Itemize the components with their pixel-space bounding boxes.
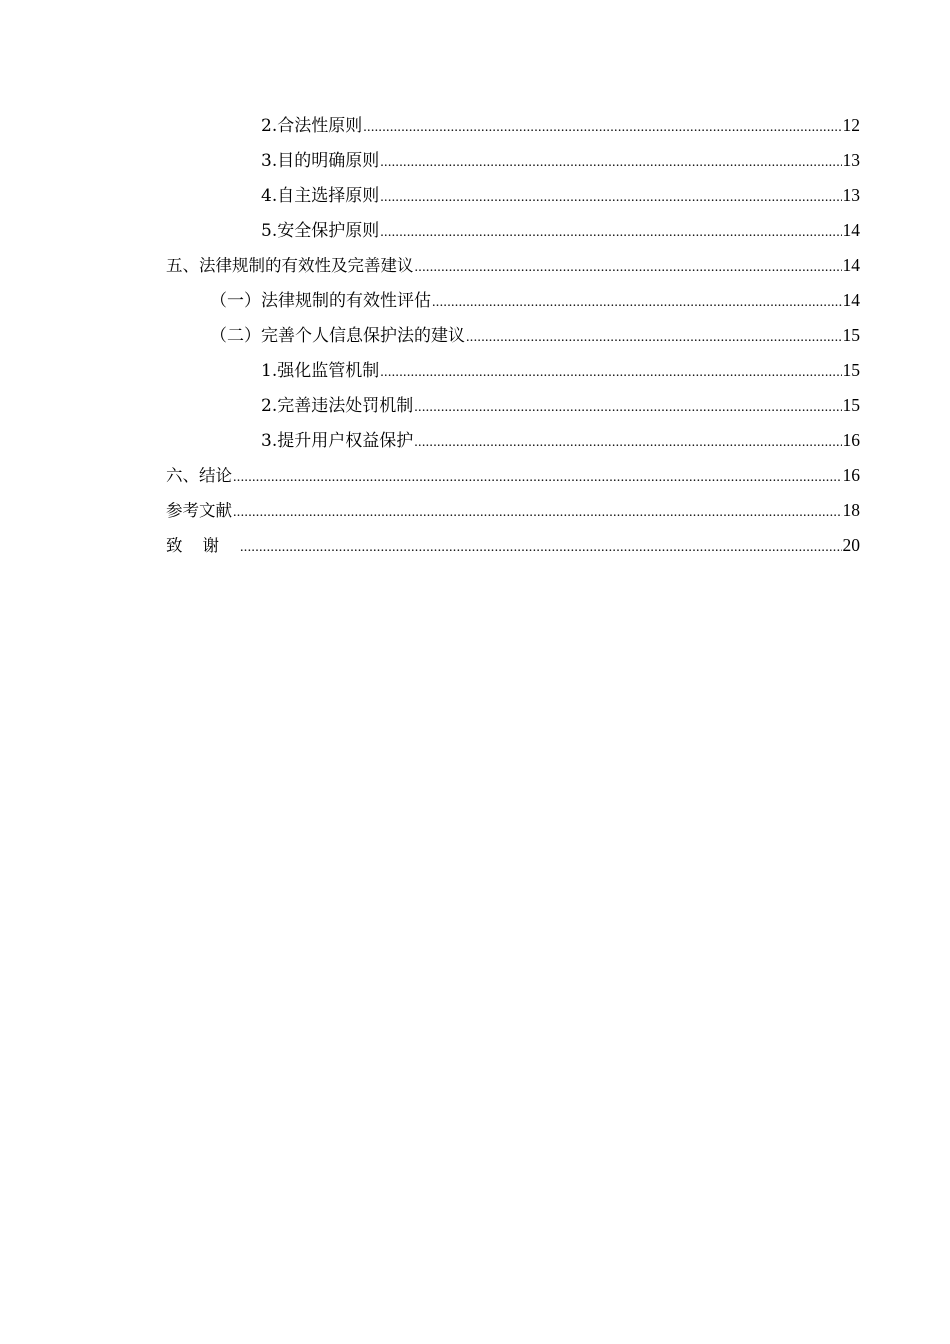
toc-entry-title: 2.合法性原则 [261, 116, 363, 136]
toc-leader-dots [380, 180, 841, 215]
toc-entry-title: （二）完善个人信息保护法的建议 [210, 326, 465, 346]
toc-entry-title: 2.完善违法处罚机制 [261, 396, 414, 416]
toc-leader-dots [414, 425, 841, 460]
toc-entry-section[interactable] [166, 318, 860, 353]
toc-entry-chapter[interactable] [166, 528, 860, 563]
toc-leader-dots [380, 215, 841, 250]
toc-entry-section[interactable] [166, 283, 860, 318]
toc-page-number: 20 [842, 535, 860, 555]
toc-entry-title: 参考文献 [166, 501, 232, 520]
toc-entry[interactable] [166, 178, 860, 213]
toc-entry-title: （一）法律规制的有效性评估 [210, 291, 431, 311]
toc-page-number: 13 [842, 185, 860, 205]
toc-entry-title: 1.强化监管机制 [261, 361, 380, 381]
toc-page-number: 14 [842, 220, 860, 240]
toc-leader-dots [240, 530, 842, 565]
toc-leader-dots [414, 390, 841, 425]
toc-leader-dots [380, 355, 841, 390]
toc-entry-chapter[interactable] [166, 458, 860, 493]
toc-leader-dots [233, 495, 842, 530]
toc-leader-dots [363, 110, 841, 145]
toc-entry-title: 3.目的明确原则 [261, 151, 380, 171]
toc-page-number: 15 [842, 395, 860, 415]
toc-entry-title: 4.自主选择原则 [261, 186, 380, 206]
toc-page-number: 15 [842, 325, 860, 345]
toc-entry-title: 3.提升用户权益保护 [261, 431, 414, 451]
toc-page-number: 14 [842, 290, 860, 310]
toc-entry[interactable] [166, 423, 860, 458]
table-of-contents [166, 108, 860, 563]
toc-page-number: 16 [842, 430, 860, 450]
toc-entry-title: 五、法律规制的有效性及完善建议 [166, 256, 414, 275]
toc-page-number: 15 [842, 360, 860, 380]
toc-leader-dots [233, 460, 842, 495]
toc-entry[interactable] [166, 213, 860, 248]
toc-entry-title: 致谢 [166, 536, 239, 555]
toc-leader-dots [432, 285, 842, 320]
toc-entry[interactable] [166, 353, 860, 388]
toc-leader-dots [380, 145, 841, 180]
toc-page-number: 18 [842, 500, 860, 520]
toc-leader-dots [415, 250, 842, 285]
toc-entry-title: 5.安全保护原则 [261, 221, 380, 241]
toc-entry[interactable] [166, 388, 860, 423]
toc-leader-dots [466, 320, 842, 355]
toc-page-number: 16 [842, 465, 860, 485]
toc-entry-title: 六、结论 [166, 466, 232, 485]
toc-entry[interactable] [166, 108, 860, 143]
toc-page-number: 12 [842, 115, 860, 135]
toc-page-number: 13 [842, 150, 860, 170]
toc-entry-chapter[interactable] [166, 493, 860, 528]
toc-entry[interactable] [166, 143, 860, 178]
toc-entry-chapter[interactable] [166, 248, 860, 283]
toc-page-number: 14 [842, 255, 860, 275]
